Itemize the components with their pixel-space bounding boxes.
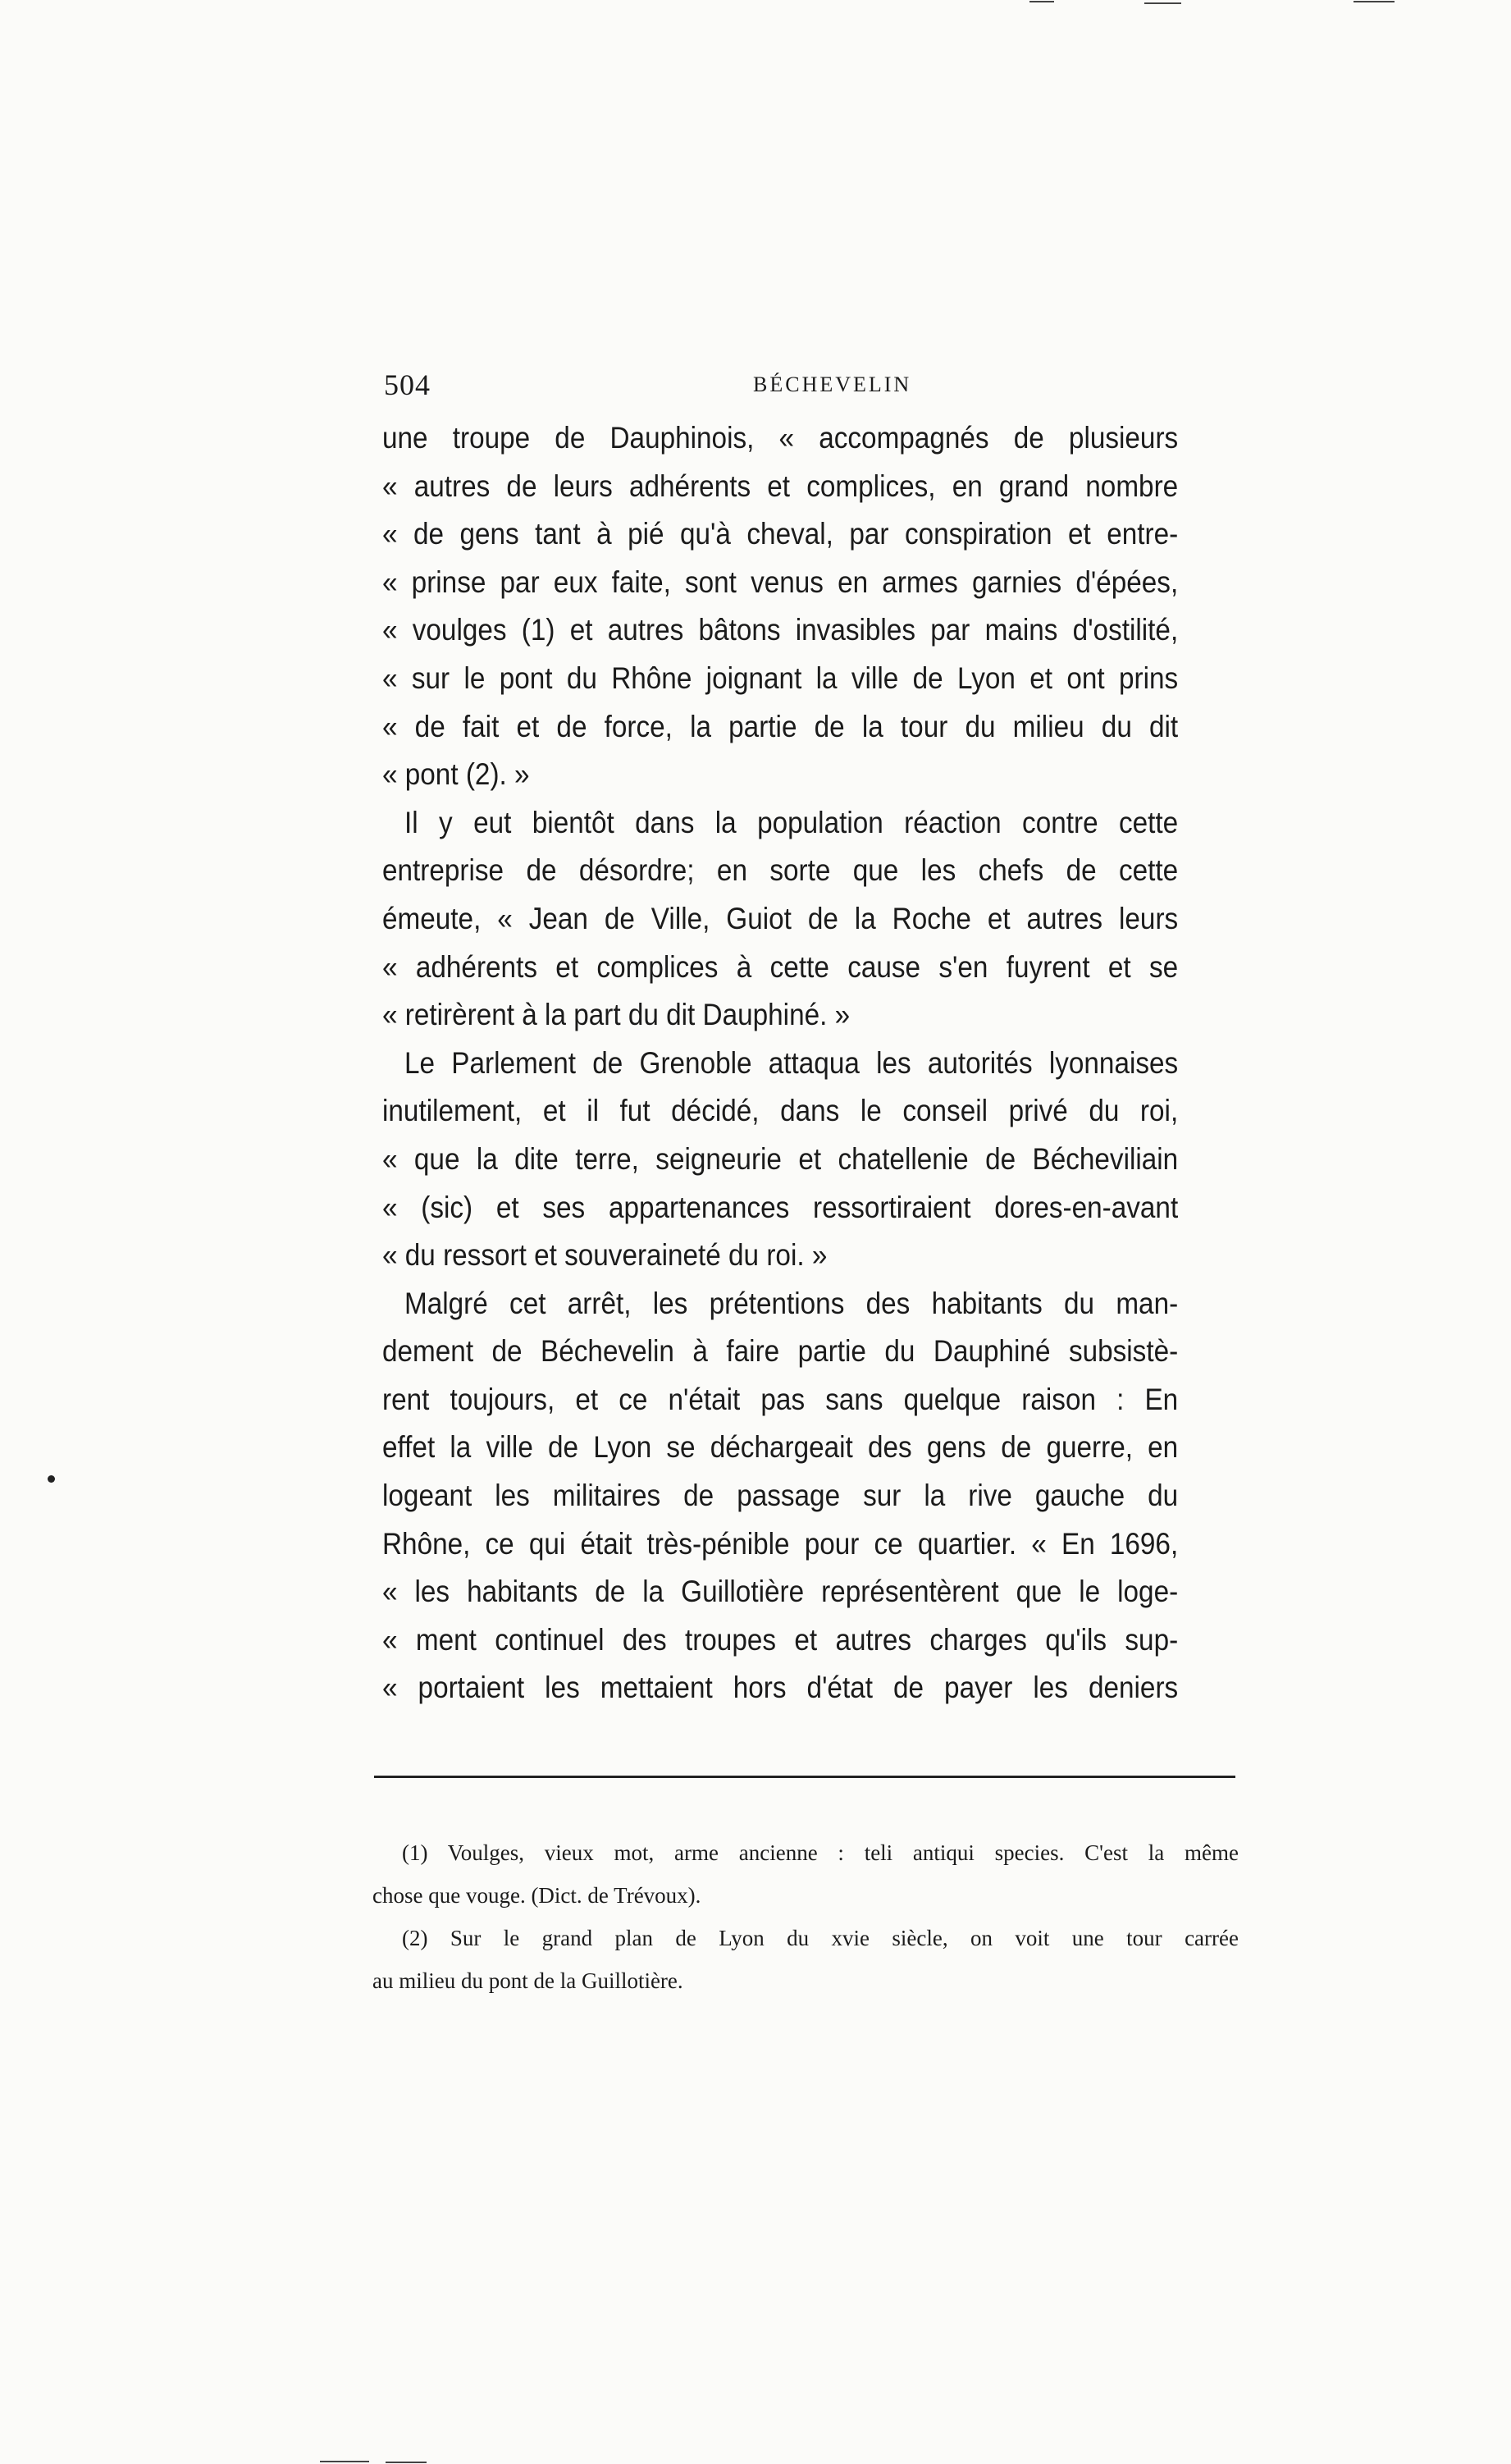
- body-line: Le Parlement de Grenoble attaqua les autorités lyonnaises: [404, 1045, 1179, 1080]
- body-line: « ment continuel des troupes et autres charges qu'ils sup-: [382, 1622, 1179, 1657]
- body-line: « voulges (1) et autres bâtons invasibles par mains d'ostilité,: [382, 613, 1179, 647]
- body-line: effet la ville de Lyon se déchargeait des gens de guerre, en: [382, 1430, 1179, 1465]
- body-line: entreprise de désordre; en sorte que les chefs de cette: [382, 853, 1179, 888]
- body-line: émeute, « Jean de Ville, Guiot de la Roche et autres leurs: [382, 901, 1179, 935]
- body-line: Malgré cet arrêt, les prétentions des habitants du man-: [404, 1286, 1179, 1320]
- body-line: « que la dite terre, seigneurie et chatellenie de Bécheviliain: [382, 1141, 1179, 1176]
- body-line: Rhône, ce qui était très-pénible pour ce quartier. « En 1696,: [382, 1526, 1179, 1561]
- page-number: 504: [384, 368, 431, 401]
- body-line: une troupe de Dauphinois, « accompagnés de plusieurs: [382, 421, 1179, 455]
- body-line: « de gens tant à pié qu'à cheval, par conspiration et entre-: [382, 517, 1179, 551]
- body-line: « retirèrent à la part du dit Dauphiné. »: [382, 998, 851, 1032]
- body-line: « (sic) et ses appartenances ressortiraient dores-en-avant: [382, 1190, 1179, 1224]
- body-line: « prinse par eux faite, sont venus en armes garnies d'épées,: [382, 565, 1179, 599]
- body-line: « adhérents et complices à cette cause s'en fuyrent et se: [382, 949, 1179, 984]
- body-line: Il y eut bientôt dans la population réaction contre cette: [404, 805, 1179, 839]
- body-line: « de fait et de force, la partie de la tour du milieu du dit: [382, 709, 1179, 743]
- body-line: logeant les militaires de passage sur la rive gauche du: [382, 1479, 1179, 1513]
- body-text: [382, 414, 1178, 1712]
- footnote-line: (2) Sur le grand plan de Lyon du xvie siècle, on voit une tour carrée: [402, 1926, 1239, 1950]
- body-line: « sur le pont du Rhône joignant la ville de Lyon et ont prins: [382, 661, 1179, 695]
- body-line: « autres de leurs adhérents et complices, en grand nombre: [382, 469, 1179, 503]
- running-head: BÉCHEVELIN: [753, 373, 912, 396]
- body-line: « les habitants de la Guillotière représentèrent que le loge-: [382, 1575, 1179, 1609]
- footnote-line: chose que vouge. (Dict. de Trévoux).: [372, 1883, 701, 1908]
- ink-speck: [48, 1475, 55, 1483]
- body-line: rent toujours, et ce n'était pas sans quelque raison : En: [382, 1382, 1179, 1416]
- body-line: « portaient les mettaient hors d'état de payer les deniers: [382, 1671, 1179, 1705]
- footnote-line: (1) Voulges, vieux mot, arme ancienne : teli antiqui species. C'est la même: [402, 1840, 1239, 1865]
- footnote-line: au milieu du pont de la Guillotière.: [372, 1968, 683, 1993]
- body-line: « du ressort et souveraineté du roi. »: [382, 1238, 828, 1273]
- footnote-divider: [374, 1776, 1235, 1778]
- footnotes: [372, 1831, 1239, 2002]
- body-line: inutilement, et il fut décidé, dans le conseil privé du roi,: [382, 1094, 1179, 1128]
- body-line: « pont (2). »: [382, 757, 530, 792]
- body-line: dement de Béchevelin à faire partie du Dauphiné subsistè-: [382, 1334, 1179, 1369]
